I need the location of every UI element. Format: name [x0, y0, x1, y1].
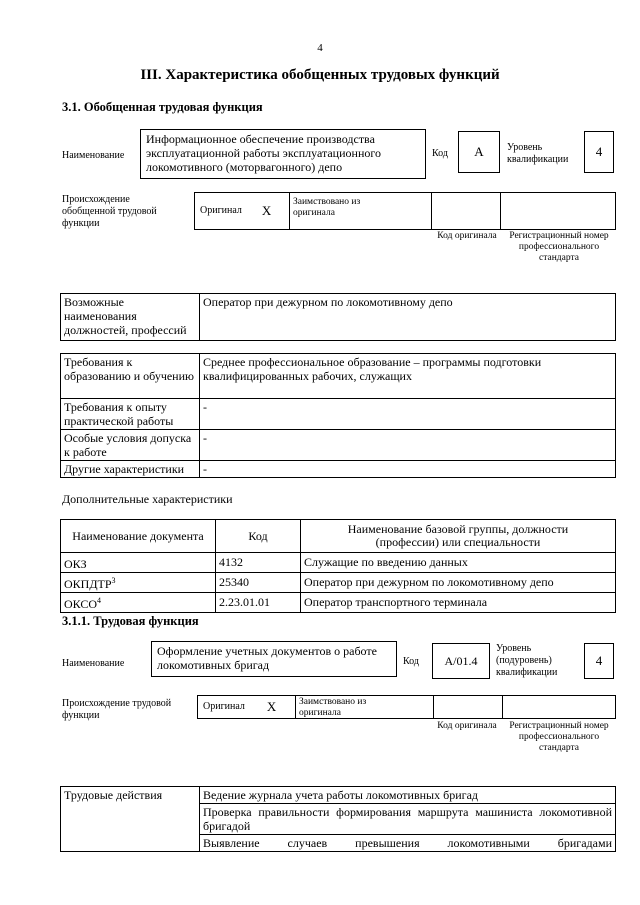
- s31-reg-number-cell: [501, 193, 615, 229]
- s311-action-item: Выявление случаев превышения локомотивными бригадами: [200, 835, 616, 852]
- s31-name-label: Наименование: [62, 150, 125, 161]
- s31-borrowed-label: Заимствовано из оригинала: [293, 197, 361, 218]
- add-row-code: 25340: [216, 573, 301, 593]
- footnote-mark: 4: [97, 596, 102, 605]
- s31-name-value: Информационное обеспечение производства эксплуатационной работы эксплуатационного локомотивного (моторвагонного) депо: [140, 129, 426, 179]
- add-row-name: Оператор транспортного терминала: [301, 593, 616, 613]
- s31-code-value: А: [458, 131, 500, 173]
- s311-actions-label: Трудовые действия: [61, 787, 200, 852]
- s311-borrowed-label: Заимствовано из оригинала: [299, 697, 367, 718]
- s311-action-item: Проверка правильности формирования маршрута машиниста локомотивной бригадой: [200, 804, 616, 835]
- s31-special-conditions-label: Особые условия допуска к работе: [61, 430, 200, 461]
- s31-additional-heading: Дополнительные характеристики: [62, 492, 233, 506]
- s311-actions-table: [60, 786, 616, 852]
- s31-positions-value: Оператор при дежурном по локомотивному депо: [200, 294, 616, 341]
- add-row-name: Оператор при дежурном по локомотивному депо: [301, 573, 616, 593]
- s31-req-education-label: Требования к образованию и обучению: [61, 354, 200, 399]
- s311-heading: 3.1.1. Трудовая функция: [62, 614, 199, 628]
- page-number: 4: [317, 42, 323, 54]
- s311-code-value: A/01.4: [432, 643, 490, 679]
- section-title: III. Характеристика обобщенных трудовых функций: [140, 67, 500, 83]
- add-row-doc: ОКСО: [64, 597, 98, 611]
- s31-requirements-table: [60, 353, 616, 478]
- s311-level-label: Уровень (подуровень) квалификации: [496, 643, 558, 678]
- s311-level-value: 4: [584, 643, 614, 679]
- s31-additional-table: [60, 519, 616, 613]
- s311-action-item: Ведение журнала учета работы локомотивных бригад: [200, 787, 616, 804]
- s311-original-label: Оригинал: [203, 701, 245, 712]
- s31-level-label: Уровень квалификации: [507, 142, 569, 165]
- s31-req-experience-label: Требования к опыту практической работы: [61, 399, 200, 430]
- s31-original-mark: X: [261, 203, 272, 218]
- s31-reg-number-caption: Регистрационный номер профессионального стандарта: [509, 231, 609, 263]
- add-row-name: Служащие по введению данных: [301, 553, 616, 573]
- s311-name-value: Оформление учетных документов о работе локомотивных бригад: [151, 641, 397, 677]
- table-row: [61, 553, 616, 573]
- add-header-doc: Наименование документа: [61, 520, 216, 553]
- s31-origin-row: [194, 192, 616, 230]
- s311-origin-row: [197, 695, 616, 719]
- s31-original-label: Оригинал: [200, 205, 242, 216]
- add-row-doc: ОКЗ: [64, 557, 87, 571]
- add-row-code: 4132: [216, 553, 301, 573]
- add-row-code: 2.23.01.01: [216, 593, 301, 613]
- s31-other-value: -: [200, 461, 616, 478]
- s31-origin-label: Происхождение обобщенной трудовой функции: [62, 194, 157, 229]
- s311-name-label: Наименование: [62, 658, 125, 669]
- s311-origin-label: Происхождение трудовой функции: [62, 698, 172, 721]
- s31-positions-label: Возможные наименования должностей, профессий: [61, 294, 200, 341]
- s31-other-label: Другие характеристики: [61, 461, 200, 478]
- s31-req-experience-value: -: [200, 399, 616, 430]
- s31-code-original-cell: [432, 193, 501, 229]
- s31-positions-table: [60, 293, 616, 341]
- s311-original-mark: X: [266, 699, 277, 714]
- s31-code-original-caption: Код оригинала: [437, 231, 497, 241]
- footnote-mark: 3: [111, 576, 116, 585]
- table-row: [61, 593, 616, 613]
- add-header-code: Код: [216, 520, 301, 553]
- add-row-doc: ОКПДТР: [64, 577, 112, 591]
- s31-level-value: 4: [584, 131, 614, 173]
- s31-req-education-value: Среднее профессиональное образование – программы подготовки квалифицированных рабочих, служащих: [200, 354, 616, 399]
- s31-special-conditions-value: -: [200, 430, 616, 461]
- s31-code-label: Код: [432, 148, 448, 159]
- s311-code-original-caption: Код оригинала: [437, 721, 497, 731]
- s311-code-original-cell: [434, 696, 503, 718]
- add-header-name: Наименование базовой группы, должности (профессии) или специальности: [301, 520, 616, 553]
- s31-heading: 3.1. Обобщенная трудовая функция: [62, 100, 263, 114]
- s311-reg-number-caption: Регистрационный номер профессионального стандарта: [509, 721, 609, 753]
- s311-reg-number-cell: [503, 696, 615, 718]
- table-row: [61, 573, 616, 593]
- s311-code-label: Код: [403, 656, 419, 667]
